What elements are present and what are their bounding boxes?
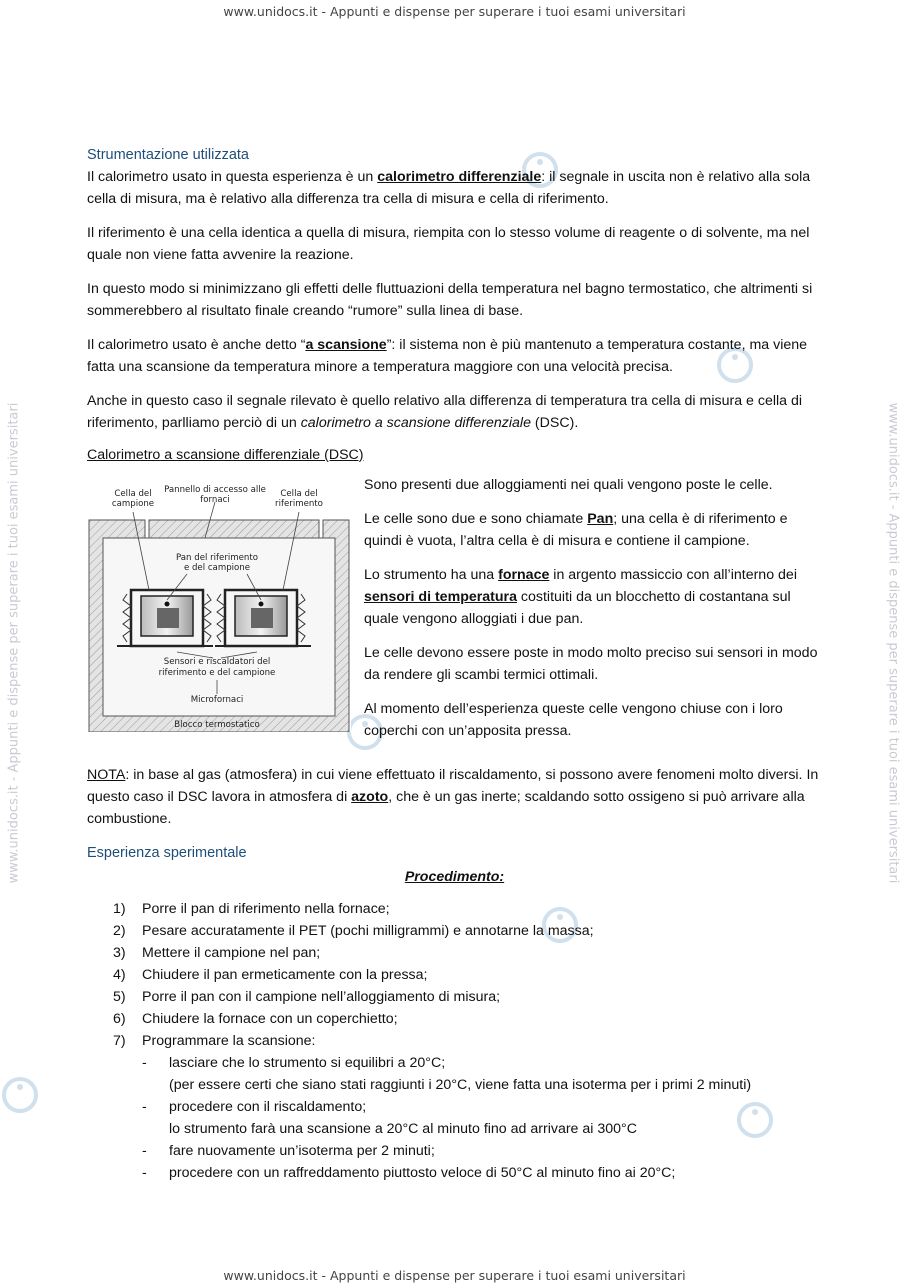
note-paragraph: NOTA: in base al gas (atmosfera) in cui viene effettuato il riscaldamento, si possono avere fenomeni molto diversi. In questo caso il DSC lavora in atmosfera di azoto, che è un gas inerte; scaldando sotto ossigeno si può arrivare alla combustione. [87, 767, 819, 827]
paragraph-1: Il calorimetro usato in questa esperienza è un calorimetro differenziale: il segnale in uscita non è relativo alla sola cella di misura, ma è relativo alla differenza tra cella di misura e cella di riferimento. [87, 169, 811, 207]
list-item: 3) Mettere il campione nel pan; [113, 945, 321, 961]
procedure-title: Procedimento: [404, 869, 505, 885]
section-title-dsc: Calorimetro a scansione differenziale (DSC) [87, 447, 364, 463]
list-item: - lasciare che lo strumento si equilibri a 20°C; (per essere certi che siano stati raggiunti i 20°C, viene fatta una isoterma per i primi 2 minuti) [142, 1055, 752, 1093]
watermark-left: www.unidocs.it - Appunti e dispense per superare i tuoi esami universitari [6, 402, 22, 884]
dsc-text-1: Sono presenti due alloggiamenti nei quali vengono poste le celle. [364, 477, 773, 493]
document-body [87, 144, 822, 1184]
svg-text:fornaci: fornaci [200, 495, 230, 505]
list-item: - procedere con il riscaldamento; lo strumento farà una scansione a 20°C al minuto fino ad arrivare ai 300°C [142, 1099, 637, 1137]
list-item: 1) Porre il pan di riferimento nella fornace; [113, 901, 390, 917]
list-item: 4) Chiudere il pan ermeticamente con la pressa; [113, 967, 428, 983]
dsc-description [364, 474, 822, 754]
svg-text:riferimento: riferimento [275, 499, 323, 509]
procedure-substeps [87, 1052, 822, 1184]
section-title-strumentazione: Strumentazione utilizzata [87, 147, 249, 163]
paragraph-3: In questo modo si minimizzano gli effetti delle fluttuazioni della temperatura nel bagno termostatico, che altrimenti si sommerebbero al risultato finale creando “rumore” sulla linea di base. [87, 281, 813, 319]
svg-text:riferimento e del campione: riferimento e del campione [158, 668, 276, 678]
svg-text:campione: campione [111, 499, 155, 509]
procedure-steps [87, 898, 822, 1052]
watermark-right: www.unidocs.it - Appunti e dispense per superare i tuoi esami universitari [885, 402, 901, 884]
label-pans: Pan del riferimento [176, 553, 258, 563]
paragraph-4: Il calorimetro usato è anche detto “a scansione”: il sistema non è più mantenuto a temperatura costante, ma viene fatta una scansione da temperatura minore a temperatura maggiore con una velocità precisa. [87, 337, 808, 375]
list-item: 2) Pesare accuratamente il PET (pochi milligrammi) e annotarne la massa; [113, 923, 594, 939]
list-item: - fare nuovamente un’isoterma per 2 minuti; [142, 1143, 435, 1159]
section-title-esperienza: Esperienza sperimentale [87, 845, 247, 861]
list-item: 5) Porre il pan con il campione nell’alloggiamento di misura; [113, 989, 501, 1005]
svg-text:e del campione: e del campione [183, 563, 251, 573]
label-microfurnaces: Microfornaci [190, 695, 244, 705]
paragraph-5: Anche in questo caso il segnale rilevato è quello relativo alla differenza di temperatura tra cella di misura e cella di riferimento, parlliamo perciò di un calorimetro a scansione differenziale (DSC). [87, 393, 803, 431]
dsc-text-5: Al momento dell’esperienza queste celle vengono chiuse con i loro coperchi con un’apposita pressa. [364, 701, 783, 739]
dsc-diagram [87, 482, 351, 732]
dsc-text-3: Lo strumento ha una fornace in argento massiccio con all’interno dei sensori di temperatura costituiti da un blocchetto di costantana sul quale vengono alloggiati i due pan. [364, 567, 797, 627]
watermark-logo-icon [0, 1075, 40, 1115]
watermark-bottom: www.unidocs.it - Appunti e dispense per superare i tuoi esami universitari [223, 1268, 686, 1283]
paragraph-2: Il riferimento è una cella identica a quella di misura, riempita con lo stesso volume di reagente o di solvente, ma nel quale non viene fatta avvenire la reazione. [87, 225, 810, 263]
dsc-text-2: Le celle sono due e sono chiamate Pan; una cella è di riferimento e quindi è vuota, l’altra cella è di misura e contiene il campione. [364, 511, 788, 549]
label-thermostatic-block: Blocco termostatico [174, 720, 260, 730]
list-item: 6) Chiudere la fornace con un coperchietto; [113, 1011, 398, 1027]
watermark-top: www.unidocs.it - Appunti e dispense per superare i tuoi esami universitari [223, 4, 686, 19]
label-sensors: Sensori e riscaldatori del [163, 657, 271, 667]
list-item: - procedere con un raffreddamento piuttosto veloce di 50°C al minuto fino ai 20°C; [142, 1165, 676, 1181]
label-access-panel: Pannello di accesso alle [164, 485, 266, 495]
dsc-text-4: Le celle devono essere poste in modo molto preciso sui sensori in modo da rendere gli scambi termici ottimali. [364, 645, 818, 683]
dsc-row [87, 474, 822, 754]
label-sample-cell: Cella del [114, 489, 152, 499]
list-item: 7) Programmare la scansione: [113, 1033, 316, 1049]
label-reference-cell: Cella del [280, 489, 318, 499]
